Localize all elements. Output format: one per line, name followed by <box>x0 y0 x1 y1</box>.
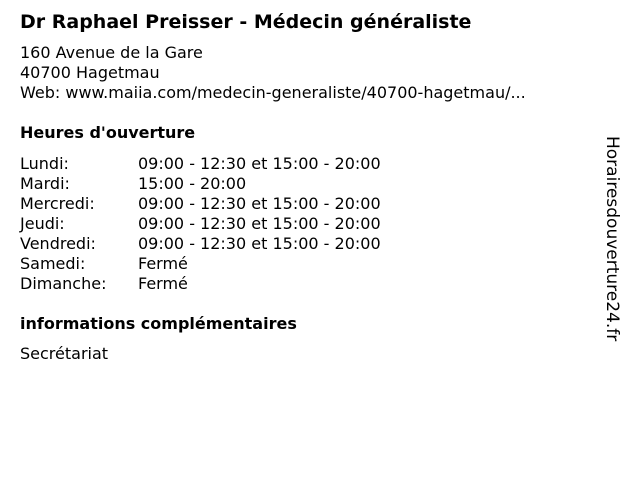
street-address: 160 Avenue de la Gare <box>20 43 203 62</box>
city-address: 40700 Hagetmau <box>20 63 160 82</box>
day-label: Lundi: <box>20 154 69 173</box>
hours-value: Fermé <box>138 274 188 293</box>
opening-hours-table <box>20 154 381 294</box>
hours-row-thursday <box>20 214 381 234</box>
day-label: Jeudi: <box>20 214 65 233</box>
day-label: Samedi: <box>20 254 86 273</box>
page-title: Dr Raphael Preisser - Médecin généraliste <box>20 11 472 33</box>
site-watermark: Horairesdouverture24.fr <box>602 136 622 342</box>
hours-row-monday <box>20 154 381 174</box>
day-label: Mardi: <box>20 174 70 193</box>
day-label: Mercredi: <box>20 194 95 213</box>
hours-value: 09:00 - 12:30 et 15:00 - 20:00 <box>138 234 381 253</box>
hours-value: 15:00 - 20:00 <box>138 174 247 193</box>
hours-value: 09:00 - 12:30 et 15:00 - 20:00 <box>138 214 381 233</box>
hours-row-tuesday <box>20 174 381 194</box>
hours-row-wednesday <box>20 194 381 214</box>
website-link[interactable]: Web: www.maiia.com/medecin-generaliste/40700-hagetmau/... <box>20 83 526 102</box>
hours-row-friday <box>20 234 381 254</box>
hours-value: 09:00 - 12:30 et 15:00 - 20:00 <box>138 154 381 173</box>
additional-info-text: Secrétariat <box>20 344 109 363</box>
hours-value: 09:00 - 12:30 et 15:00 - 20:00 <box>138 194 381 213</box>
opening-hours-heading: Heures d'ouverture <box>20 123 196 142</box>
hours-row-sunday <box>20 274 381 294</box>
address-block <box>20 43 526 103</box>
day-label: Vendredi: <box>20 234 96 253</box>
hours-value: Fermé <box>138 254 188 273</box>
hours-row-saturday <box>20 254 381 274</box>
day-label: Dimanche: <box>20 274 107 293</box>
additional-info-heading: informations complémentaires <box>20 314 297 333</box>
